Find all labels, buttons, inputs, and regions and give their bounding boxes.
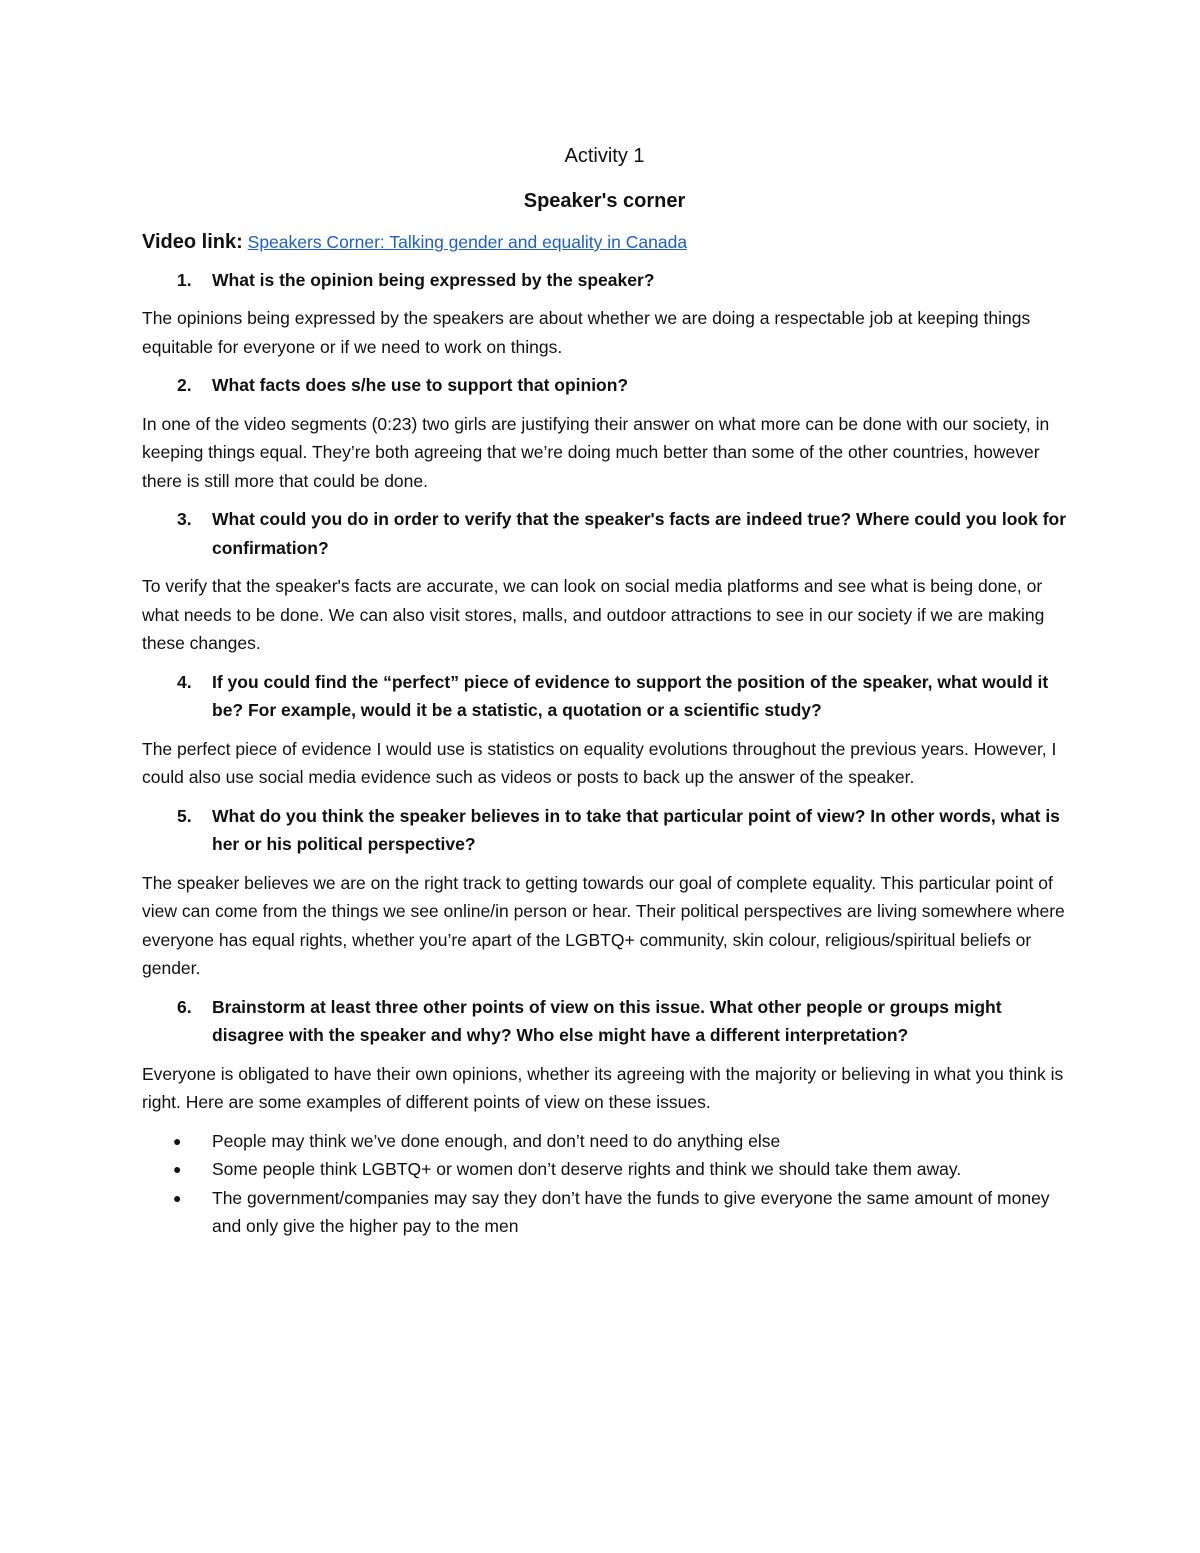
document-subtitle: Speaker's corner	[523, 190, 686, 212]
question-2	[142, 371, 1067, 400]
question-number: 6.	[177, 996, 192, 1017]
bullet-icon: ●	[173, 1189, 182, 1206]
answer-1: The opinions being expressed by the speakers are about whether we are doing a respectable job at keeping things equitable for everyone or if we need to work on things.	[142, 308, 1031, 357]
question-1	[142, 266, 1067, 295]
answer-6: Everyone is obligated to have their own opinions, whether its agreeing with the majority or believing in what you think is right. Here are some examples of different points of view on these issues.	[142, 1063, 1064, 1112]
question-6	[142, 993, 1067, 1050]
question-text: What do you think the speaker believes in to take that particular point of view? In other words, what is her or his political perspective?	[212, 805, 1060, 854]
question-number: 5.	[177, 805, 192, 826]
video-link[interactable]: Speakers Corner: Talking gender and equality in Canada	[247, 232, 688, 252]
list-item	[142, 1127, 1067, 1156]
video-link-line	[142, 228, 1067, 257]
question-text: If you could find the “perfect” piece of evidence to support the position of the speaker, what would it be? For example, would it be a statistic, a quotation or a scientific study?	[212, 671, 1049, 720]
question-4	[142, 668, 1067, 725]
list-item	[142, 1155, 1067, 1184]
question-text: What is the opinion being expressed by the speaker?	[212, 269, 655, 290]
question-number: 2.	[177, 375, 192, 395]
document-page	[142, 141, 1067, 1241]
bullet-list	[142, 1127, 1067, 1241]
answer-2: In one of the video segments (0:23) two girls are justifying their answer on what more can be done with our society, in keeping things equal. They’re both agreeing that we’re doing much better than some of the other countries, however there is still more that could be done.	[142, 413, 1050, 491]
question-text: What facts does s/he use to support that opinion?	[212, 375, 629, 395]
question-number: 4.	[177, 671, 192, 692]
bullet-text: The government/companies may say they don’t have the funds to give everyone the same amount of money and only give the higher pay to the men	[212, 1187, 1050, 1236]
bullet-text: Some people think LGBTQ+ or women don’t deserve rights and think we should take them away.	[212, 1159, 962, 1179]
video-link-label: Video link:	[142, 231, 243, 253]
question-text: What could you do in order to verify that the speaker's facts are indeed true? Where could you look for confirmation?	[212, 509, 1067, 558]
answer-5: The speaker believes we are on the right track to getting towards our goal of complete equality. This particular point of view can come from the things we see online/in person or hear. Their political perspectives are living somewhere where everyone has equal rights, whether you’re apart of the LGBTQ+ community, skin colour, religious/spiritual beliefs or gender.	[142, 872, 1065, 978]
question-5	[142, 802, 1067, 859]
question-3	[142, 505, 1067, 562]
question-text: Brainstorm at least three other points of view on this issue. What other people or groups might disagree with the speaker and why? Who else might have a different interpretation?	[212, 996, 1002, 1045]
question-number: 1.	[177, 269, 192, 290]
answer-3: To verify that the speaker's facts are accurate, we can look on social media platforms and see what is being done, or what needs to be done. We can also visit stores, malls, and outdoor attractions to see in our society if we are making these changes.	[142, 576, 1045, 653]
document-title: Activity 1	[564, 145, 645, 167]
bullet-icon: ●	[173, 1161, 182, 1177]
answer-4: The perfect piece of evidence I would use is statistics on equality evolutions throughout the previous years. However, I could also use social media evidence such as videos or posts to back up the answer of the speaker.	[142, 738, 1057, 787]
bullet-icon: ●	[173, 1132, 182, 1149]
list-item	[142, 1184, 1067, 1241]
bullet-text: People may think we’ve done enough, and don’t need to do anything else	[212, 1130, 781, 1151]
question-number: 3.	[177, 509, 192, 529]
